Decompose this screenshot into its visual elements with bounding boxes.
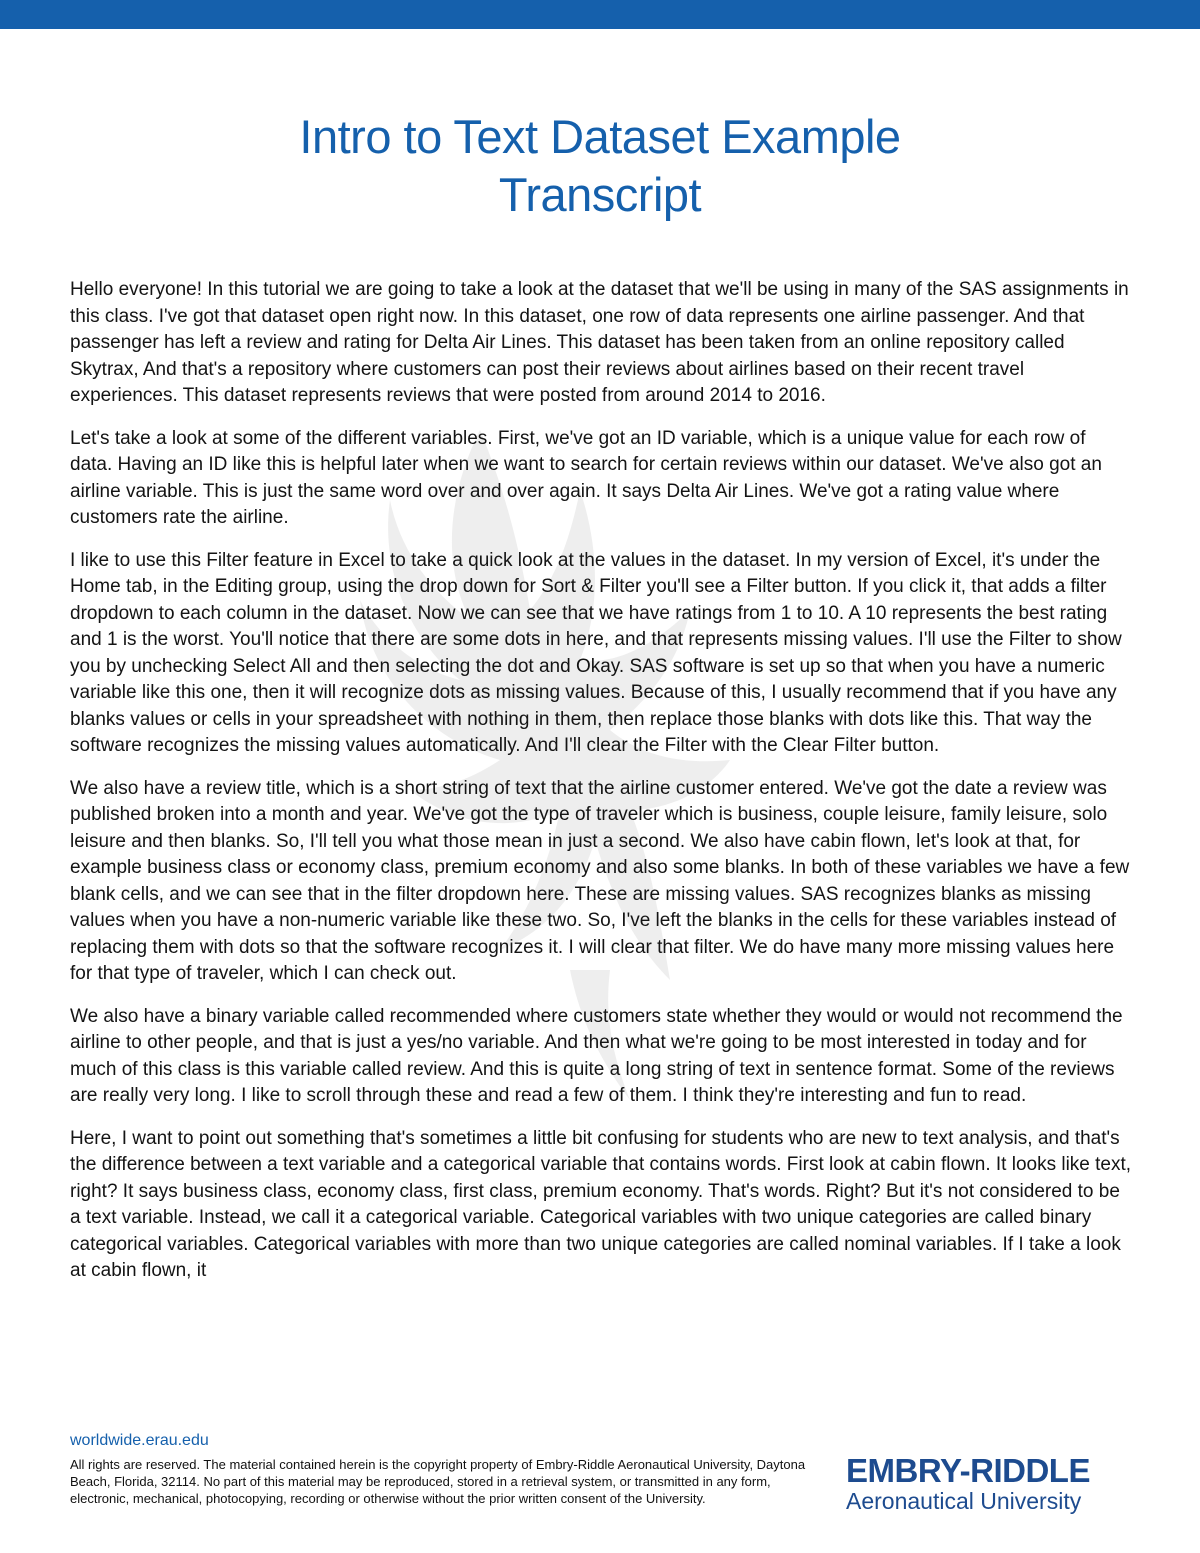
paragraph: Here, I want to point out something that's sometimes a little bit confusing for students who are new to text analysis, and that's the difference between a text variable and a categorical variable that contains words. First look at cabin flown. It looks like text, right? It says business class, economy class, first class, premium economy. That's words. Right? But it's not considered to be a text variable. Instead, we call it a categorical variable. Categorical variables with two unique categories are called binary categorical variables. Categorical variables with more than two unique categories are called nominal variables. If I take a look at cabin flown, it	[70, 1127, 1132, 1281]
paragraph: I like to use this Filter feature in Excel to take a quick look at the values in the dataset. In my version of Excel, it's under the Home tab, in the Editing group, using the drop down for Sort & Filter you'll see a Filter button. If you click it, that adds a filter dropdown to each column in the dataset. Now we can see that we have ratings from 1 to 10. A 10 represents the best rating and 1 is the worst. You'll notice that there are some dots in here, and that represents missing values. I'll use the Filter to show you by unchecking Select All and then selecting the dot and Okay. SAS software is set up so that when you have a numeric variable like this one, then it will recognize dots as missing values. Because of this, I usually recommend that if you have any blanks values or cells in your spreadsheet with nothing in them, then replace those blanks with dots like this. That way the software recognizes the missing values automatically. And I'll clear the Filter with the Clear Filter button.	[70, 549, 1122, 756]
university-logo	[846, 1454, 1136, 1514]
copyright-notice: All rights are reserved. The material contained herein is the copyright property of Embry-Riddle Aeronautical University, Daytona Beach, Florida, 32114. No part of this material may be reproduced, stored in a retrieval system, or transmitted in any form, electronic, mechanical, photocopying, recording or otherwise without the prior written consent of the University.	[70, 1457, 806, 1506]
paragraph: We also have a review title, which is a short string of text that the airline customer entered. We've got the date a review was published broken into a month and year. We've got the type of traveler which is business, couple leisure, family leisure, solo leisure and then blanks. So, I'll tell you what those mean in just a second. We also have cabin flown, let's look at that, for example business class or economy class, premium economy and also some blanks. In both of these variables we have a few blank cells, and we can see that in the filter dropdown here. These are missing values. SAS recognizes blanks as missing values when you have a non-numeric variable like these two. So, I've left the blanks in the cells for these variables instead of replacing them with dots so that the software recognizes it. I will clear that filter. We do have many more missing values here for that type of traveler, which I can check out.	[70, 777, 1130, 984]
paragraph: Let's take a look at some of the different variables. First, we've got an ID variable, which is a unique value for each row of data. Having an ID like this is helpful later when we want to search for certain reviews within our dataset. We've also got an airline variable. This is just the same word over and over again. It says Delta Air Lines. We've got a rating value where customers rate the airline.	[70, 427, 1102, 528]
paragraph: We also have a binary variable called recommended where customers state whether they would or would not recommend the airline to other people, and that is just a yes/no variable. And then what we're going to be most interested in today and for much of this class is this variable called review. And this is quite a long string of text in sentence format. Some of the reviews are really very long. I like to scroll through these and read a few of them. I think they're interesting and fun to read.	[70, 1005, 1123, 1106]
logo-wordmark: EMBRY-RIDDLE	[846, 1452, 1090, 1489]
footer	[70, 1430, 830, 1507]
header-bar	[0, 0, 1200, 29]
paragraph: Hello everyone! In this tutorial we are going to take a look at the dataset that we'll be using in many of the SAS assignments in this class. I've got that dataset open right now. In this dataset, one row of data represents one airline passenger. And that passenger has left a review and rating for Delta Air Lines. This dataset has been taken from an online repository called Skytrax, And that's a repository where customers can post their reviews about airlines based on their recent travel experiences. This dataset represents reviews that were posted from around 2014 to 2016.	[70, 279, 1129, 406]
logo-subtitle: Aeronautical University	[846, 1488, 1082, 1514]
page-title	[0, 108, 1200, 224]
page-title-line-1: Intro to Text Dataset Example	[299, 110, 901, 163]
page-title-line-2: Transcript	[498, 168, 702, 221]
transcript-body	[70, 277, 1132, 1301]
website-link[interactable]: worldwide.erau.edu	[70, 1432, 209, 1449]
